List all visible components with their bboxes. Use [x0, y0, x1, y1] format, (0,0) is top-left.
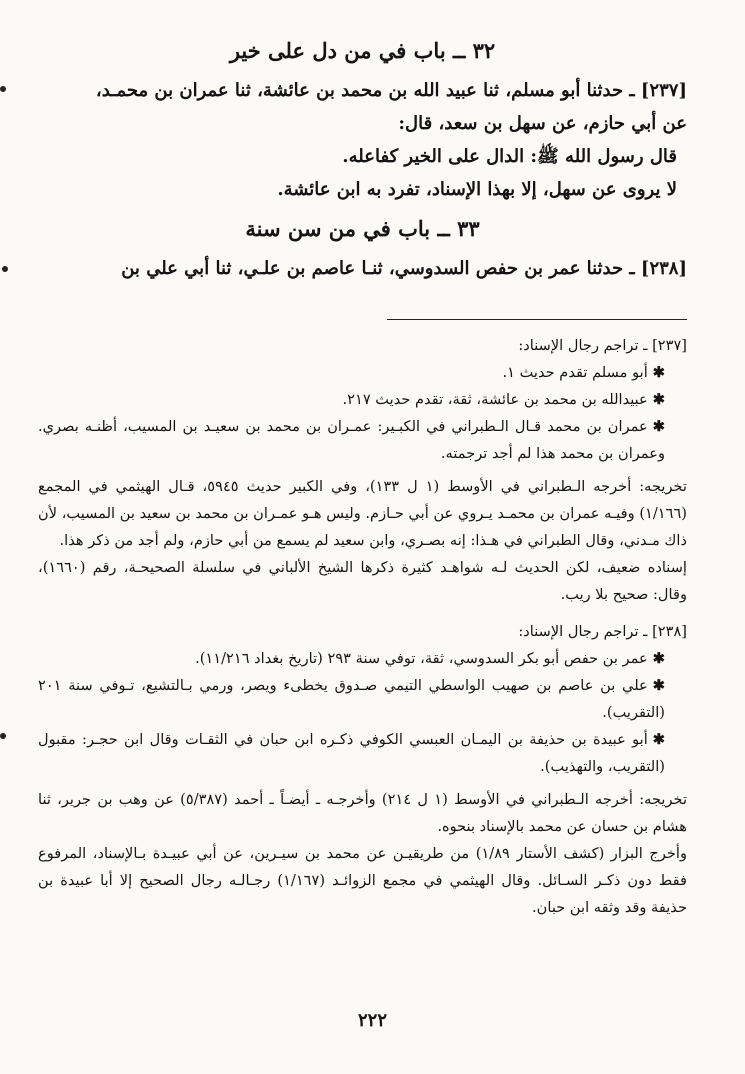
- asterisk-icon: ✱: [652, 731, 665, 748]
- asterisk-icon: ✱: [652, 650, 665, 667]
- notes-238-bullet: ✱علي بن عاصم بن صهيب الواسطي التيمي صـدوق يخطىء ويصر، ورمي بـالتشيع، تـوفي سنة ٢٠١ (التقريب).: [38, 677, 665, 721]
- page-number: ٢٢٢: [357, 1010, 387, 1031]
- hadith-237-matn: قال رسول الله ﷺ: الدال على الخير كفاعله.: [342, 146, 677, 167]
- footnote-divider: [387, 319, 687, 320]
- notes-238-bullet: ✱عمر بن حفص أبو بكر السدوسي، ثقة، توفي سنة ٢٩٣ (تاريخ بغداد ١١/٢١٦).: [195, 650, 665, 667]
- notes-238-header: [٢٣٨] ـ تراجم رجال الإسناد:: [518, 623, 687, 640]
- notes-238-bullet: ✱أبو عبيدة بن حذيفة بن اليمـان العبسي الكوفي ذكـره ابن حبان في الثقـات وقال ابن حجـر: مقبول (التقريب، والتهذيب).: [38, 731, 665, 775]
- notes-237-header: [٢٣٧] ـ تراجم رجال الإسناد:: [518, 337, 687, 354]
- notes-237-bullet: ✱أبو مسلم تقدم حديث ١.: [502, 364, 665, 381]
- main-text: [38, 36, 687, 285]
- notes-237-bullet: ✱عبيدالله بن محمد بن عائشة، ثقة، تقدم حديث ٢١٧.: [342, 391, 665, 408]
- notes-238-takhrij: تخريجه: أخرجه الـطبراني في الأوسط (١ ل ٢١٤) وأخرجـه ـ أيضـاً ـ أحمد (٥/٣٨٧) عن وهب بن جرير، ثنا هشام بن حسان عن محمد بالإسناد بنحوه.: [38, 791, 688, 835]
- chapter-heading-32: ٣٢ ــ باب في من دل على خير: [229, 38, 496, 63]
- margin-mark: [2, 266, 8, 272]
- margin-mark: [0, 733, 6, 739]
- hadith-237-comment: لا يروى عن سهل، إلا بهذا الإسناد، تفرد به ابن عائشة.: [277, 179, 677, 200]
- asterisk-icon: ✱: [652, 418, 665, 435]
- asterisk-icon: ✱: [652, 391, 665, 408]
- notes-237-takhrij: تخريجه: أخرجه الـطبراني في الأوسط (١ ل ١٣٣)، وفي الكبير حديث ٥٩٤٥، قـال الهيثمي في المجمع (١/١٦٦) وفيـه عمران بن محمـد يـروي عن أبي حـازم. وليس هـو عمـران بن محمد بن سعيد بن المسيب، لأن ذاك مـدني، وقال الطبراني في هـذا: إنه بصـري، وابن سعيد لم يسمع من أبي حازم، ولم أجد من ذكر هذا.: [38, 478, 687, 549]
- asterisk-icon: ✱: [652, 677, 665, 694]
- notes-237-bullet: ✱عمران بن محمد قـال الـطبراني في الكبـير: عمـران بن محمد بن سعيـد بن المسيب، أظنـه بصري. وعمران بن محمد هذا لم أجد ترجمته.: [38, 418, 665, 462]
- margin-mark: [0, 86, 6, 92]
- notes-237-isnad: إسناده ضعيف، لكن الحديث لـه شواهـد كثيرة ذكرها الشيخ الألباني في سلسلة الصحيحـة، رقم (١٦٦٠)، وقال: صحيح بلا ريب.: [38, 559, 687, 603]
- chapter-heading-33: ٣٣ ــ باب في من سن سنة: [245, 216, 480, 241]
- notes-238-bazzar: وأخرج البزار (كشف الأستار ١/٨٩) من طريقيـن عن محمد بن سيـرين، عن أبي عبيـدة بـالإسناد، المرفوع فقط دون ذكـر السـائل. وقال الهيثمي في مجمع الزوائـد (١/١٦٧) رجـالـه رجال الصحيح إلا أبا عبيدة بن حذيفة وقد وثقه ابن حبان.: [38, 845, 688, 916]
- hadith-237-line2: عن أبي حازم، عن سهل بن سعد، قال:: [398, 113, 687, 134]
- hadith-238-line1: [٢٣٨] ـ حدثنا عمر بن حفص السدوسي، ثنـا عاصم بن علـي، ثنا أبي علي بن: [121, 258, 687, 279]
- hadith-237-line1: [٢٣٧] ـ حدثنا أبو مسلم، ثنا عبيد الله بن محمد بن عائشة، ثنا عمران بن محمـد،: [95, 80, 687, 101]
- footnotes: [38, 330, 687, 921]
- asterisk-icon: ✱: [652, 364, 665, 381]
